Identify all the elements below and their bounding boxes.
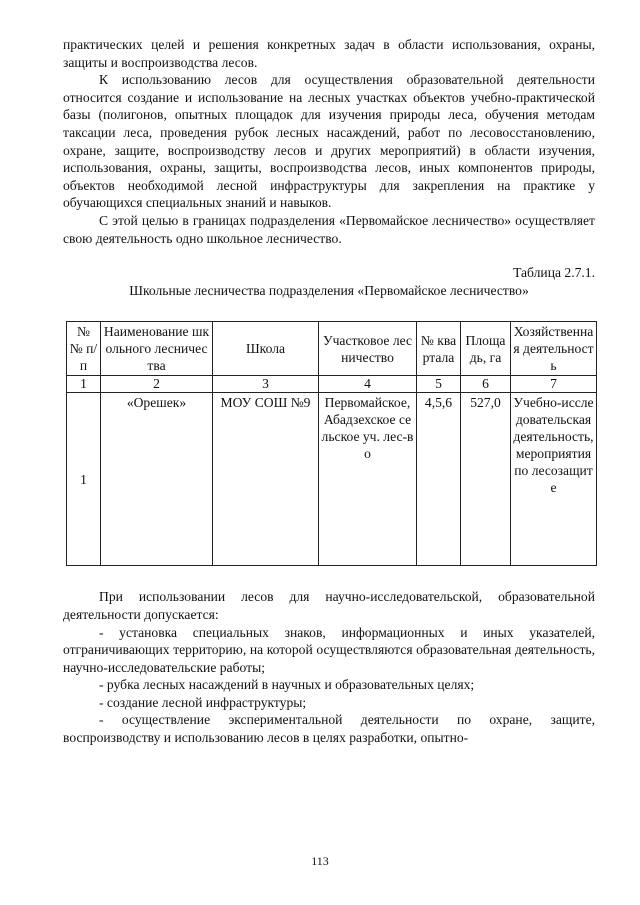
paragraph-school-forestry: С этой целью в границах подразделения «Первомайское лесничество» осуществляет свою деятельность одно школьное лесничество. xyxy=(63,212,595,246)
paragraph-continuation: практических целей и решения конкретных задач в области использования, охраны, защиты и воспроизводства лесов. xyxy=(63,37,595,70)
header-district: Участковое лесничество xyxy=(319,322,417,376)
cell-school: МОУ СОШ №9 xyxy=(213,393,319,566)
cell-quarter: 4,5,6 xyxy=(417,393,461,566)
list-item-infrastructure: - создание лесной инфраструктуры; xyxy=(99,694,307,710)
column-number: 2 xyxy=(101,376,213,393)
table-header-row xyxy=(67,322,597,376)
column-number: 3 xyxy=(213,376,319,393)
column-number: 7 xyxy=(511,376,597,393)
column-number: 1 xyxy=(67,376,101,393)
list-item-experimental: - осуществление экспериментальной деятельности по охране, защите, воспроизводству и использованию лесов в целях разработки, опытно- xyxy=(63,712,595,746)
page-content xyxy=(63,36,595,747)
cell-area: 527,0 xyxy=(461,393,511,566)
column-number: 4 xyxy=(319,376,417,393)
header-quarter: № квартала xyxy=(417,322,461,376)
table-number: Таблица 2.7.1. xyxy=(513,265,595,281)
list-item-felling: - рубка лесных насаждений в научных и образовательных целях; xyxy=(99,677,475,693)
table-title: Школьные лесничества подразделения «Первомайское лесничество» xyxy=(129,282,529,298)
cell-name: «Орешек» xyxy=(101,393,213,566)
header-area: Площадь, га xyxy=(461,322,511,376)
paragraph-educational-use: К использованию лесов для осуществления образовательной деятельности относится создание и использование на лесных участках объектов учебно-практической базы (полигонов, опытных площадок для изучения природы леса, обучения методам таксации леса, проведения рубок лесных насаждений, работ по лесовосстановлению, охране, защите, воспроизводству лесов и других мероприятий) в области изучения, использования, охраны, защиты, воспроизводства лесов, иных компонентов природы, объектов необходимой лесной инфраструктуры для закрепления на практике у обучающихся специальных знаний и навыков. xyxy=(63,72,595,211)
paragraph-permitted-intro: При использовании лесов для научно-исследовательской, образовательной деятельности допускается: xyxy=(63,589,595,622)
cell-activity: Учебно-исследовательская деятельность, мероприятия по лесозащите xyxy=(511,393,597,566)
header-activity: Хозяйственная деятельность xyxy=(511,322,597,376)
cell-district: Первомайское, Абадзехское сельское уч. лес-во xyxy=(319,393,417,566)
page-number: 113 xyxy=(311,854,329,868)
column-number: 5 xyxy=(417,376,461,393)
column-number: 6 xyxy=(461,376,511,393)
column-number-row xyxy=(67,376,597,393)
school-forestries-table xyxy=(66,321,597,566)
list-item-signs: - установка специальных знаков, информационных и иных указателей, отграничивающих территорию, на которой осуществляются образовательная деятельность, научно-исследовательские работы; xyxy=(63,624,595,675)
table-row xyxy=(67,393,597,566)
header-name: Наименование школьного лесничества xyxy=(101,322,213,376)
cell-num: 1 xyxy=(67,393,101,566)
header-school: Школа xyxy=(213,322,319,376)
header-num: № № п/п xyxy=(67,322,101,376)
